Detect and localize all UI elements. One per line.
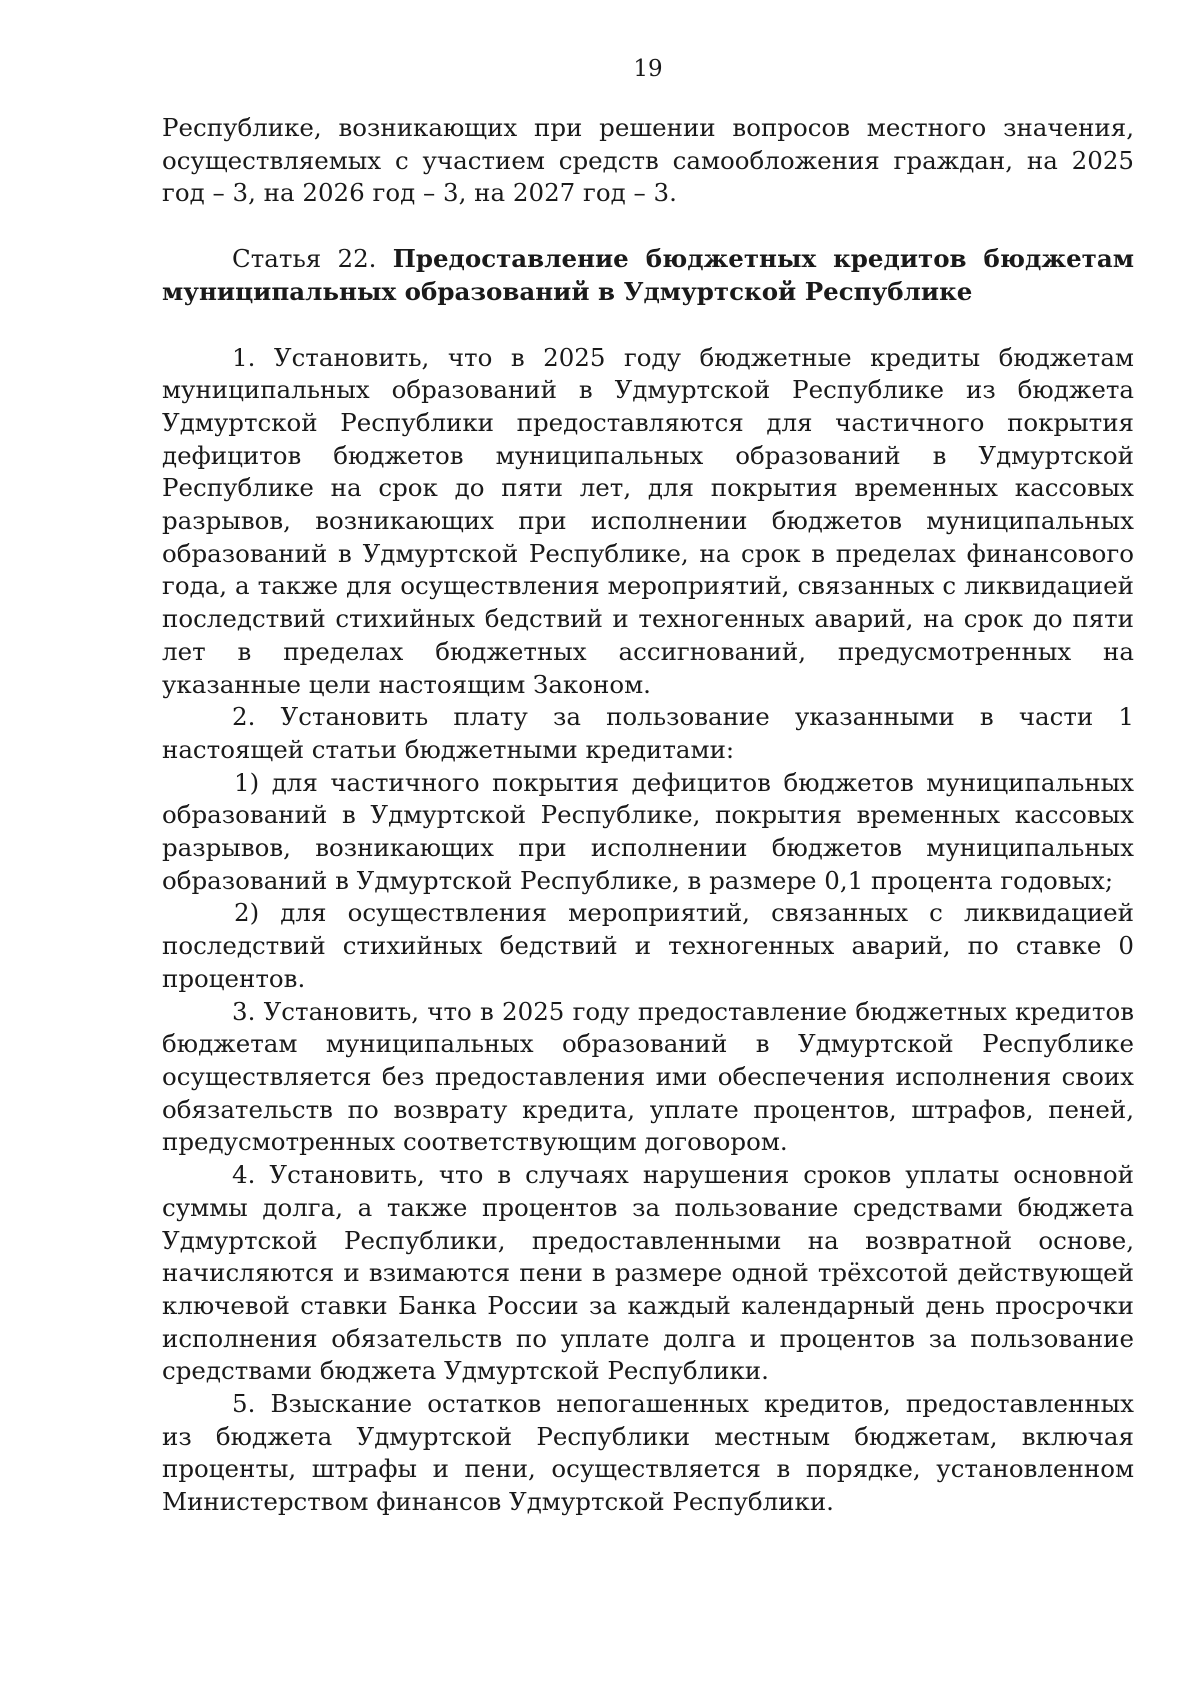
document-page bbox=[162, 0, 1134, 1686]
document-body bbox=[162, 112, 1134, 1519]
clause-5: 5. Взыскание остатков непогашенных кредитов, предоставленных из бюджета Удмуртской Республики местным бюджетам, включая проценты, штрафы и пени, осуществляется в порядке, установленном Министерством финансов Удмуртской Республики. bbox=[162, 1389, 1134, 1517]
continuation-paragraph: Республике, возникающих при решении вопросов местного значения, осуществляемых с участием средств самообложения граждан, на 2025 год – 3, на 2026 год – 3, на 2027 год – 3. bbox=[162, 113, 1134, 208]
page-number: 19 bbox=[633, 56, 663, 82]
article-number: Статья 22. bbox=[232, 244, 393, 274]
clause-1: 1. Установить, что в 2025 году бюджетные кредиты бюджетам муниципальных образований в Удмуртской Республике из бюджета Удмуртской Республики предоставляются для частичного покрытия дефицитов бюджетов муниципальных образований в Удмуртской Республике на срок до пяти лет, для покрытия временных кассовых разрывов, возникающих при исполнении бюджетов муниципальных образований в Удмуртской Республике, на срок в пределах финансового года, а также для осуществления мероприятий, связанных с ликвидацией последствий стихийных бедствий и техногенных аварий, на срок до пяти лет в пределах бюджетных ассигнований, предусмотренных на указанные цели настоящим Законом. bbox=[162, 342, 1134, 699]
clause-2: 2. Установить плату за пользование указанными в части 1 настоящей статьи бюджетными кредитами: bbox=[162, 702, 1134, 764]
article-heading bbox=[162, 243, 1134, 308]
clause-4: 4. Установить, что в случаях нарушения сроков уплаты основной суммы долга, а также процентов за пользование средствами бюджета Удмуртской Республики, предоставленными на возвратной основе, начисляются и взимаются пени в размере одной трёхсотой действующей ключевой ставки Банка России за каждый календарный день просрочки исполнения обязательств по уплате долга и процентов за пользование средствами бюджета Удмуртской Республики. bbox=[162, 1160, 1134, 1386]
clause-3: 3. Установить, что в 2025 году предоставление бюджетных кредитов бюджетам муниципальных образований в Удмуртской Республике осуществляется без предоставления ими обеспечения исполнения своих обязательств по возврату кредита, уплате процентов, штрафов, пеней, предусмотренных соответствующим договором. bbox=[162, 996, 1134, 1157]
clause-2-item-1: 1) для частичного покрытия дефицитов бюджетов муниципальных образований в Удмуртской Республике, покрытия временных кассовых разрывов, возникающих при исполнении бюджетов муниципальных образований в Удмуртской Республике, в размере 0,1 процента годовых; bbox=[162, 767, 1134, 895]
clause-2-item-2: 2) для осуществления мероприятий, связанных с ликвидацией последствий стихийных бедствий и техногенных аварий, по ставке 0 процентов. bbox=[162, 898, 1134, 993]
article-title: Предоставление бюджетных кредитов бюджетам муниципальных образований в Удмуртской Республике bbox=[162, 244, 1134, 306]
